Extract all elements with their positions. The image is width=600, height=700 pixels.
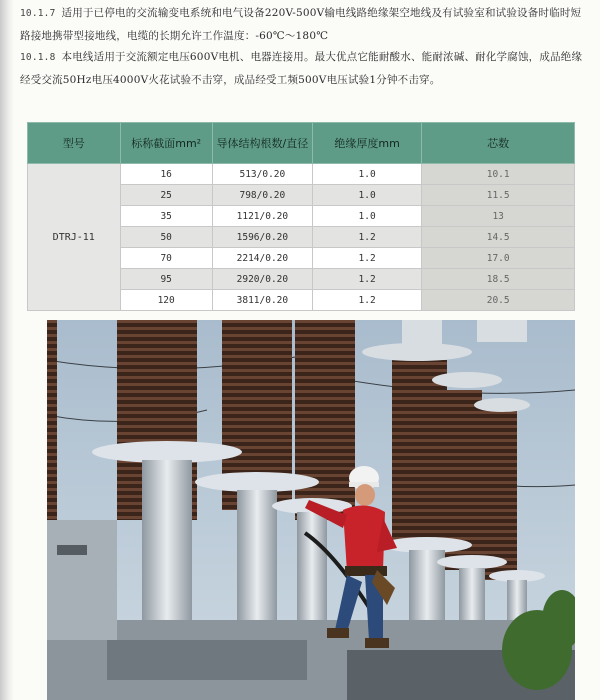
substation-photo bbox=[47, 320, 575, 700]
section-number: 10.1.7 bbox=[20, 8, 56, 19]
conductor-cell: 1121/0.20 bbox=[212, 206, 312, 227]
conductor-cell: 3811/0.20 bbox=[212, 290, 312, 311]
core-cell: 10.1 bbox=[422, 164, 575, 185]
header-model: 型号 bbox=[28, 123, 121, 164]
header-conductor: 导体结构根数/直径 bbox=[212, 123, 312, 164]
core-cell: 14.5 bbox=[422, 227, 575, 248]
insulation-cell: 1.0 bbox=[312, 164, 421, 185]
table-header-row bbox=[28, 123, 575, 164]
insulation-cell: 1.2 bbox=[312, 248, 421, 269]
core-cell: 13 bbox=[422, 206, 575, 227]
conductor-cell: 1596/0.20 bbox=[212, 227, 312, 248]
header-area: 标称截面mm² bbox=[120, 123, 212, 164]
core-cell: 17.0 bbox=[422, 248, 575, 269]
core-cell: 20.5 bbox=[422, 290, 575, 311]
conductor-cell: 2920/0.20 bbox=[212, 269, 312, 290]
area-cell: 35 bbox=[120, 206, 212, 227]
conductor-cell: 2214/0.20 bbox=[212, 248, 312, 269]
area-cell: 16 bbox=[120, 164, 212, 185]
insulation-cell: 1.2 bbox=[312, 269, 421, 290]
conductor-cell: 798/0.20 bbox=[212, 185, 312, 206]
core-cell: 11.5 bbox=[422, 185, 575, 206]
header-insulation: 绝缘厚度mm bbox=[312, 123, 421, 164]
section-text: 适用于已停电的交流输变电系统和电气设备220V-500V输电线路绝缘架空地线及有试验室和试验设备时临时短路接地携带型接地线，电缆的长期允许工作温度：-60℃～180℃ bbox=[20, 7, 582, 42]
insulation-cell: 1.0 bbox=[312, 185, 421, 206]
header-core: 芯数 bbox=[422, 123, 575, 164]
table-row bbox=[28, 164, 575, 185]
area-cell: 50 bbox=[120, 227, 212, 248]
section-text: 本电线适用于交流额定电压600V电机、电器连接用。最大优点它能耐酸水、能耐浓碱、耐化学腐蚀，成品绝缘经受交流50Hz电压4000V火花试验不击穿，成品经受工频500V电压试验1分钟不击穿。 bbox=[20, 51, 583, 86]
page-spine-shadow bbox=[0, 0, 14, 700]
section-10-1-8 bbox=[20, 46, 590, 92]
conductor-cell: 513/0.20 bbox=[212, 164, 312, 185]
insulation-cell: 1.0 bbox=[312, 206, 421, 227]
model-cell: DTRJ-11 bbox=[28, 164, 121, 311]
section-10-1-7 bbox=[20, 2, 590, 48]
area-cell: 95 bbox=[120, 269, 212, 290]
area-cell: 120 bbox=[120, 290, 212, 311]
insulation-cell: 1.2 bbox=[312, 227, 421, 248]
area-cell: 70 bbox=[120, 248, 212, 269]
insulation-cell: 1.2 bbox=[312, 290, 421, 311]
spec-table bbox=[27, 122, 575, 311]
section-number: 10.1.8 bbox=[20, 52, 56, 63]
core-cell: 18.5 bbox=[422, 269, 575, 290]
area-cell: 25 bbox=[120, 185, 212, 206]
